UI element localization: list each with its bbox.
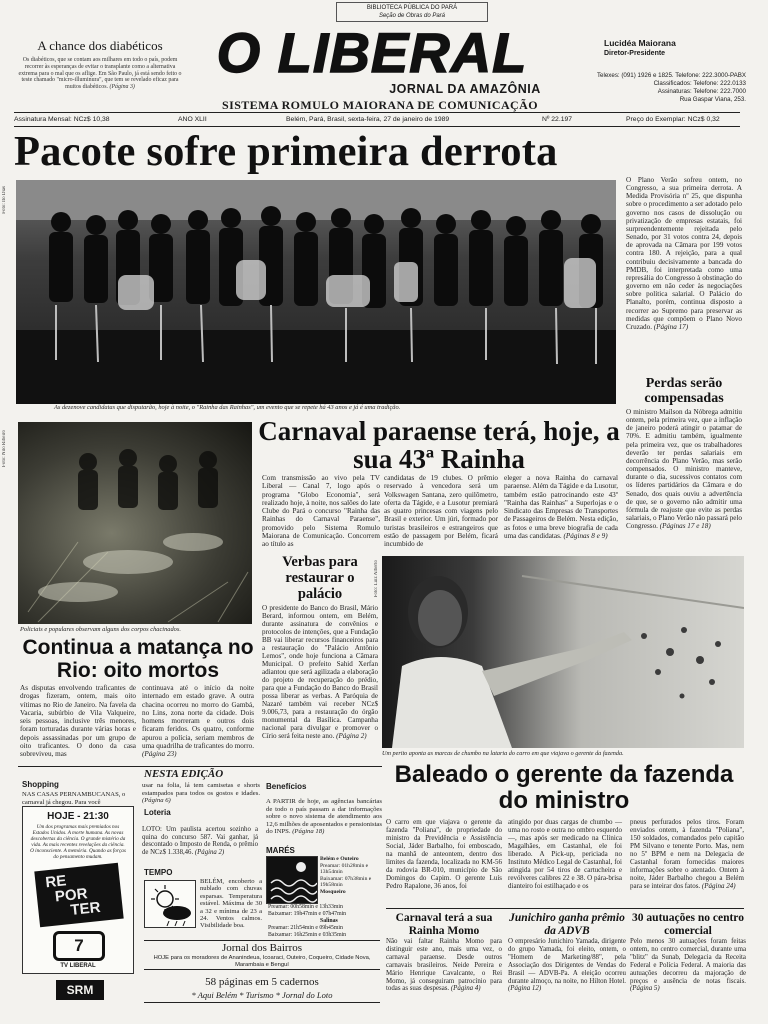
tide-location: Belém e Outeiro <box>320 856 359 862</box>
tide-table <box>320 856 384 896</box>
nesta-edicao-body: usar na folia, lá tem camisetas e shorts estampados para todos os gostos e idades. <box>142 782 260 797</box>
tide-location: Mosqueiro <box>320 888 346 895</box>
verbas-story <box>262 604 378 740</box>
perdas-page: (Páginas 17 e 18) <box>659 522 711 531</box>
media-system: SISTEMA ROMULO MAIORANA DE COMUNICAÇÃO <box>222 98 538 112</box>
carnaval-column-2: candidatas de 19 clubes. O prêmio reservado à vencedora será um Volkswagen Santana, zero quilômetro, oferta da Tágide, e a Lusotur premiará as quatro princesas com viagens pelo Brasil e exterior. Um júri, formado por turistas brasileiros e estrangeiros que estão de passagem por Belém, ficará incumbido de <box>384 474 498 549</box>
mares-title: MARÉS <box>266 846 295 855</box>
stamp-line-1: BIBLIOTECA PÚBLICA DO PARÁ <box>366 5 458 11</box>
reporter-logo <box>34 863 123 927</box>
tv-text: Um dos programas mais premiados nos Estados Unidos. A morte humana. As novas descobertas da ciência. O grande mistério da vida. As mais recentes revelações da ciência. O inconsciente. A memória. Quando as forças do pensamento mudam. <box>30 824 126 860</box>
tide-icon <box>266 856 318 904</box>
autuacoes-story <box>630 938 746 993</box>
momo-story <box>386 938 502 993</box>
carnaval-headline: Carnaval paraense terá, hoje, a sua 43ª Rainha <box>258 416 620 474</box>
contact-line: Assinaturas: Telefone: 222.7000 <box>657 88 746 95</box>
teaser-page: (Página 3) <box>109 84 135 91</box>
junichiro-text: O empresário Junichiro Yamada, dirigente do grupo Yamada, foi eleito, ontem, o "Homem de Marketing/88", pela Associação dos Dirigentes de Vendas do Brasil — ADVB-Pa. A eleição ocorreu durante almoço, na noite, no Hilton Hotel. <box>508 938 626 985</box>
reporter-line: RE <box>44 872 68 892</box>
teaser-text: Os diabéticos, que se contam aos milhares em todo o país, podem recorrer às esperanças de evitar o transplante como a alternativa extrema para o mal que os aflige. Em São Paulo, já está sendo feito o teste chamado "micro-illuminura", que tem se revelado eficaz para muitos diabéticos. <box>18 57 182 91</box>
bodies-caption: Policiais e populares observam alguns dos corpos chacinados. <box>20 626 181 633</box>
year-number: ANO XLII <box>178 116 207 123</box>
beneficios-page: (Página 18) <box>292 828 325 836</box>
autuacoes-page: (Página 5) <box>630 985 660 993</box>
footer-sections: * Aqui Belém * Turismo * Jornal do Loto <box>191 990 333 1000</box>
momo-text: Não vai faltar Rainha Momo para distinguir este ano, mais uma vez, o carnaval paraense. Desde outros carnavais brasileiros. Neide Pereira e Mário Henrique Cavalcante, o Rei Momo, já conseguiram patrocínio para todas as suas despesas. <box>386 938 502 993</box>
carnaval-column-3-text: eleger a nova Rainha do carnaval paraense. Além da Tágide e da Lusotur, também estão patrocinando este 43º "Rainha das Rainhas" a Superlojas e o Sindicato das Empresas de Transportes de Passageiros de Belém. Nesta edição, as fotos e uma breve biografia de cada uma das candidatas. <box>504 474 618 541</box>
contacts-block <box>566 72 746 104</box>
reporter-line: TER <box>69 898 102 919</box>
baleado-column-2: atingido por duas cargas de chumbo — uma no rosto e outra no ombro esquerdo —, mas após ser medicado na Clínica Magalhães, em Castanhal, ele foi liberado. A Pick-up, periciada no Instituto Médico Legal de Castanhal, foi atingida por 54 tiros de cartucheira e revólveres calibres 22 e 38. O pára-brisa dianteiro foi estilhaçado e os <box>508 818 622 890</box>
candidates-illustration <box>16 180 616 404</box>
rio-column-2 <box>142 684 254 759</box>
loteria-page: (Página 2) <box>194 849 225 857</box>
divider <box>386 908 744 909</box>
bodies-photo <box>18 422 252 624</box>
bairros-text: HOJE para os moradores de Ananindeua, Icoaraci, Outeiro, Coqueiro, Cidade Nova, Marambaia e Benguí <box>153 955 371 968</box>
director-block <box>604 38 734 57</box>
tide-table-2 <box>268 904 384 939</box>
main-headline: Pacote sofre primeira derrota <box>14 128 558 175</box>
srm-logo: SRM <box>56 980 104 1000</box>
main-story-page: (Página 17) <box>653 322 689 331</box>
issue-date: Belém, Pará, Brasil, sexta-feira, 27 de janeiro de 1989 <box>286 116 450 123</box>
rio-column-1: As disputas envolvendo traficantes de drogas fizeram, ontem, mais oito vítimas no Rio de Janeiro. Na favela da Vacaria, subúrbio de Vila Valqueire, seis pessoas, inclusive três menores, foram torturadas durante várias horas e depois assassinadas por um grupo de oito traficantes. O dono da casa sobreviveu, mas <box>20 684 136 759</box>
divider <box>14 112 740 113</box>
weather-icon <box>144 880 196 928</box>
rio-column-2-text: continuava até o início da noite internado em estado grave. A outra chacina ocorreu no morro do Gambá, no Lins, zona norte da cidade. Dois homens morreram e outros dois ficaram feridos. Os quatro, conforme apurou a polícia, seriam membros de uma quadrilha de traficantes do morro. <box>142 684 254 751</box>
tempo-text: BELÉM, encoberto a nublado com chuvas esparsas. Temperatura estável. Máxima de 30 a 32 e mínima de 23 a 24. Ventos calmos. Visibilidade boa. <box>200 878 262 930</box>
newspaper-subtitle: JORNAL DA AMAZÔNIA <box>389 82 541 96</box>
director-name: Lucidéa Maiorana <box>604 38 676 48</box>
main-story <box>626 176 742 331</box>
perdas-story <box>626 408 742 530</box>
baleado-column-1: O carro em que viajava o gerente da fazenda "Poliana", de propriedade do ministro da Previdência e Assistência Social, Jáder Barbalho, foi emboscado, na manhã de anteontem, dentro dos limites da fazenda, localizada no KM-56 da rodovia BR-010, município de São Domingos do Capim. O gerente Luís Pedro Rapalone, 36 anos, foi <box>386 818 502 890</box>
contact-line: Classificados: Telefone: 222.0133 <box>653 80 746 87</box>
nesta-edicao-title: NESTA EDIÇÃO <box>144 768 224 780</box>
tide-line: Preamar: 21h54min e 09h45min <box>268 925 343 931</box>
verbas-page: (Página 2) <box>336 732 367 740</box>
nesta-edicao-text <box>142 782 260 805</box>
beneficios-text <box>266 798 382 836</box>
director-role: Diretor-Presidente <box>604 50 666 57</box>
carnaval-column-3 <box>504 474 618 540</box>
verbas-headline: Verbas para restaurar o palácio <box>282 554 358 602</box>
junichiro-headline: Junichiro ganha prêmio da ADVB <box>509 912 625 937</box>
bairros-title: Jornal dos Bairros <box>221 942 303 954</box>
tide-line: Baixamar: 16h25min e 03h35min <box>268 932 347 938</box>
perito-caption: Um perito aponta as marcas de chumbo na lataria do carro em que viajava o gerente da fazenda. <box>382 750 624 757</box>
loteria-body: LOTO: Um paulista acertou sozinho a quina do concurso 587. Vai ganhar, já descontado o Imposto de Renda, o prêmio de NCz$ 1.338,46. <box>142 826 258 857</box>
info-bar <box>14 114 740 125</box>
perito-illustration <box>382 556 744 748</box>
loteria-title: Loteria <box>144 808 171 817</box>
issue-number: Nº 22.197 <box>542 116 573 123</box>
divider <box>18 766 382 767</box>
carnaval-page: (Páginas 8 e 9) <box>563 532 608 541</box>
tide-line: Baixamar: 19h47min e 07h47min <box>268 911 347 917</box>
beneficios-body: A PARTIR de hoje, as agências bancárias de todo o país passam a dar informações sobre o novo sistema de atendimento aos 12,6 milhões de aposentados e pensionistas do INPS. <box>266 798 382 836</box>
baleado-column-3 <box>630 818 744 890</box>
reporter-line: POR <box>54 885 89 906</box>
rio-page: (Página 23) <box>142 750 177 759</box>
candidates-caption: As dezenove candidatas que disputarão, hoje à noite, o "Rainha das Rainhas", um evento que se repete há 43 anos e já é uma tradição. <box>54 404 401 411</box>
tide-line: Preamar: 00h58min e 13h33min <box>268 904 343 910</box>
autuacoes-headline: 30 autuações no centro comercial <box>632 912 744 937</box>
photo-credit: Foto: Nilo Ribeiro <box>2 430 7 467</box>
baleado-headline: Baleado o gerente da fazenda do ministro <box>394 761 734 814</box>
carnaval-column-1: Com transmissão ao vivo pela TV Liberal — Canal 7, logo após o programa "Globo Economia", será realizado hoje, à noite, nos salões do late Clube do Pará o concurso "Rainha das Rainhas do Carnaval Paraense", promovido pelo Sistema Romulo Maiorana de Comunicação. Concorrem ao título as <box>262 474 380 549</box>
shopping-text: NAS CASAS PERNAMBUCANAS, o carnaval já chegou. Para você <box>22 791 126 806</box>
tv-time: HOJE - 21:30 <box>47 811 109 822</box>
baleado-page: (Página 24) <box>701 882 736 890</box>
tv-liberal-name: TV LIBERAL <box>60 963 96 969</box>
divider <box>144 1002 380 1003</box>
tide-location: Salinas <box>320 918 338 924</box>
main-story-text: O Plano Verão sofreu ontem, no Congresso, a sua primeira derrota. A Medida Provisória nº 25, que dispunha sobre o procedimento a ser adotado pelo governo nos casos de dissolução ou privatização de empresas estatais, foi surpreendentemente rejeitada pelo Senado, por 31 votos contra 24, depois de aprovada na Câmara por 199 votos contra 180. A rejeição, para a qual contribuiu decisivamente a bancada do PMDB, foi interpretada como uma represália do Congresso à obstinação do governo em não ceder às negociações sobre política salarial. O Palácio do Planalto, porém, continua disposto a recorrer ao Supremo para preservar as medidas que compõem o Plano Novo Cruzado. <box>626 176 742 331</box>
junichiro-story <box>508 938 626 993</box>
nesta-edicao-page: (Página 6) <box>142 797 171 805</box>
stamp-line-2: Seção de Obras do Pará <box>378 13 446 19</box>
beneficios-title: Benefícios <box>266 782 307 791</box>
teaser-title: A chance dos diabéticos <box>37 38 163 53</box>
perdas-text: O ministro Maílson da Nóbrega admitiu ontem, pela primeira vez, que a inflação de janeiro poderá atingir o patamar de 70%. E admitiu também, igualmente pela primeira vez, que os trabalhadores deverão ter perdas salariais em decorrência do Plano Verão, mas serão compensados. O ministro manteve, durante o dia, sucessivos contatos com os líderes partidários da Câmara e do Senado, dos quais ouviu a advertência de que, se o governo não admitir uma fórmula de reajuste que evite as perdas salariais, o Plano Verão não passará pelo Congresso. <box>626 408 742 531</box>
loteria-text <box>142 826 258 857</box>
verbas-text: O presidente do Banco do Brasil, Mário Berard, informou ontem, em Belém, durante assinatura de convênios e protocolos de intenções, que a Fundação BB vai liberar recursos financeiros para a restauração do "Palácio Antônio Lemos", onde hoje funciona a Câmara Municipal. O prefeito Sahid Xerfan adiantou que será agilizada a elaboração do projeto de recuperação do prédio, para que a Fundação do Banco do Brasil possa liberar as verbas. A Paróquia de Nazaré também vai receber NCz$ 9.006,73, para a restauração do órgão monumental da Basílica. Campanha nacional para divulgar e promover o Círio será feita neste ano. <box>262 604 378 740</box>
contact-line: Telexes: (091) 1926 e 1825. Telefone: 222.3000-PABX <box>596 72 746 79</box>
subscription-price: Assinatura Mensal: NCz$ 10,38 <box>14 116 110 123</box>
shopping-block <box>22 780 138 806</box>
tv-liberal-logo: 7 <box>53 931 105 961</box>
momo-headline: Carnaval terá a sua Rainha Momo <box>395 912 493 937</box>
perito-photo <box>382 556 744 748</box>
issue-price: Preço do Exemplar: NCz$ 0,32 <box>626 116 720 123</box>
tempo-title: TEMPO <box>144 868 173 877</box>
shopping-title: Shopping <box>22 780 59 789</box>
tide-baixamar: Baixamar: 07h38min e 19h58min <box>320 875 372 889</box>
junichiro-page: (Página 12) <box>508 985 542 993</box>
momo-page: (Página 4) <box>450 985 481 993</box>
candidates-photo <box>16 180 616 404</box>
perdas-headline: Perdas serão compensadas <box>644 376 724 406</box>
teaser-diabetes <box>16 38 184 91</box>
photo-credit: Foto: Ito Dias <box>2 186 7 214</box>
bodies-illustration <box>18 422 252 624</box>
rio-headline: Continua a matança no Rio: oito mortos <box>22 636 254 682</box>
footer-pages: 58 páginas em 5 cadernos <box>205 976 319 988</box>
contact-line: Rua Gaspar Viana, 253. <box>679 96 746 103</box>
bairros-box <box>144 940 380 970</box>
tv-ad <box>22 806 134 974</box>
photo-credit: Foto: Luiz Alberto <box>374 560 379 598</box>
tide-preamar: Preamar: 01h28min e 13h54min <box>320 862 369 876</box>
autuacoes-text: Pelo menos 30 autuações foram feitas ontem, no centro comercial, durante uma "blitz" da Sunab, Delegacia da Receita Federal e Polícia Federal. A maioria das autuações decorreu da majoração de preços e ausência de notas fiscais. <box>630 938 746 985</box>
newspaper-name: O LIBERAL <box>216 21 528 84</box>
library-stamp <box>336 2 488 22</box>
baleado-column-3-text: pneus perfurados pelos tiros. Foram enviados ontem, à fazenda "Poliana", 150 soldados, comandados pelo capitão PM Silvano e tenente Porto. Mas, nem no 5º BPM e nem na Delegacia de Castanhal foram fornecidas maiores informações sobre o atentado. Ontem à noite, Jáder Barbalho chegou a Belém para se inteirar dos fatos. <box>630 818 744 890</box>
